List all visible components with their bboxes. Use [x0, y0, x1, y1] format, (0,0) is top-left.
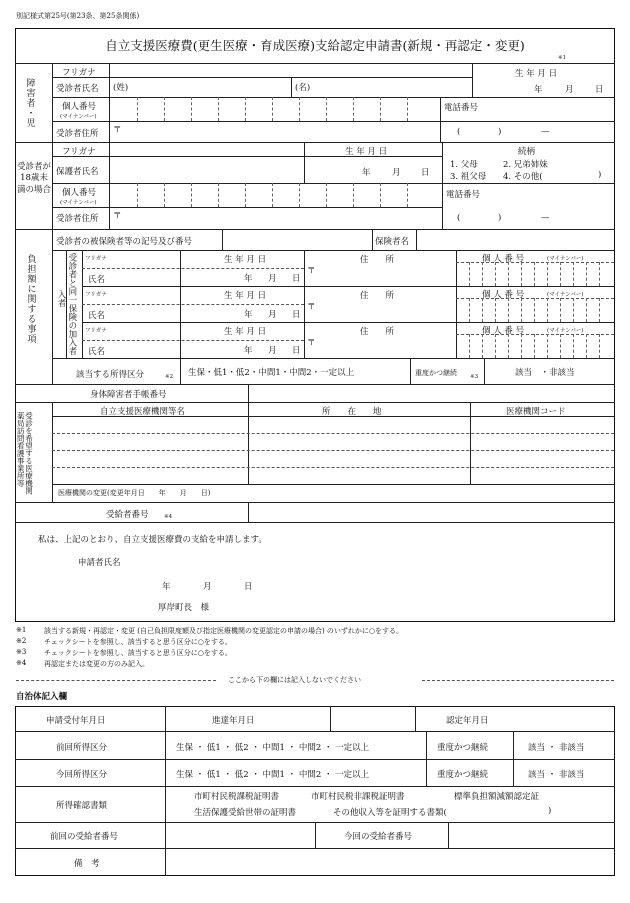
note-2-text: チェックシートを参照し、該当すると思う区分に○をする。	[44, 638, 232, 646]
declaration-year[interactable]: 年	[162, 582, 171, 592]
note-3-mark: ※3	[16, 648, 27, 656]
declaration-day[interactable]: 日	[244, 582, 253, 592]
member1-birth-label: 生 年 月 日	[224, 255, 267, 265]
doc-other[interactable]: その他収入等を証明する書類(	[333, 808, 447, 818]
doc-taxed[interactable]: 市町村民税課税証明書	[194, 792, 280, 802]
applicant-label: 申請者氏名	[78, 558, 121, 568]
notebook-label: 身体障害者手帳番号	[90, 390, 167, 400]
burden-section-label: 負担額に関する事項	[25, 254, 36, 344]
patient-name-label: 受診者氏名	[56, 84, 99, 94]
member2-number-sub: (マイナンバー)	[547, 292, 584, 298]
guardian-birth-label: 生 年 月 日	[345, 147, 388, 157]
severe-options[interactable]: 該当 ・非該当	[515, 368, 575, 378]
guardian-phone-dash: —	[541, 213, 550, 223]
patient-given-field[interactable]: (名)	[295, 83, 311, 93]
guardian-address-label: 受診者住所	[56, 214, 99, 224]
patient-phone-label: 電話番号	[444, 103, 479, 113]
member3-name-label: 氏名	[88, 347, 106, 357]
note-2-mark: ※2	[16, 637, 27, 645]
guardian-relation-label: 続柄	[518, 147, 536, 157]
member2-birth-year[interactable]: 年	[244, 310, 253, 320]
member3-birth-month[interactable]: 月	[268, 346, 277, 356]
member3-postal[interactable]: 〒	[307, 338, 316, 348]
doc-reduction[interactable]: 標準負担額減額認定証	[454, 792, 540, 802]
insurer-label: 保険者名	[375, 237, 410, 247]
relation-opt-parent[interactable]: 1. 父母	[450, 160, 478, 170]
note-4-text: 再認定または変更の方のみ記入。	[44, 660, 149, 668]
inst-change-label: 医療機関の変更(変更年月日 年 月 日)	[58, 489, 211, 497]
patient-phone-open: (	[457, 127, 461, 137]
guardian-number-label: 個人番号	[62, 188, 97, 198]
relation-opt-grandparent[interactable]: 3. 祖父母	[450, 172, 487, 182]
insured-number-label: 受診者の被保険者等の記号及び番号	[56, 237, 193, 247]
note-1-mark: ※1	[16, 626, 27, 634]
guardian-phone-label: 電話番号	[446, 190, 481, 200]
income-options[interactable]: 生保・低1・低2・中間1・中間2・一定以上	[188, 368, 355, 378]
member1-birth-day[interactable]: 日	[292, 274, 301, 284]
same-insurance-label: 受診者と同一保険の加入者	[66, 253, 77, 355]
member3-birth-label: 生 年 月 日	[224, 327, 267, 337]
note-ref-2: ※2	[165, 374, 174, 380]
guardian-furigana-label: フリガナ	[62, 147, 96, 157]
member2-name-label: 氏名	[88, 311, 106, 321]
declaration-text: 私は、上記のとおり、自立支援医療費の支給を申請します。	[38, 535, 267, 545]
member2-number-label: 個 人 番 号	[482, 290, 525, 300]
note-ref-1: ※1	[558, 55, 567, 61]
patient-birth-year[interactable]: 年	[534, 85, 543, 95]
patient-surname-field[interactable]: (姓)	[113, 83, 129, 93]
curr-severe-options[interactable]: 該当 ・ 非該当	[528, 770, 585, 780]
member2-address-label: 住 所	[360, 291, 395, 301]
prev-severe-label: 重度かつ継続	[437, 743, 489, 753]
severe-label: 重度かつ継続	[415, 369, 457, 377]
member1-address-label: 住 所	[360, 255, 395, 265]
prev-income-options[interactable]: 生保 ・ 低1 ・ 低2 ・ 中間1 ・ 中間2 ・ 一定以上	[176, 743, 370, 753]
institution-section-label: 受診を希望する医療機関薬局訪問看護事業所等	[16, 412, 34, 495]
member3-number-label: 個 人 番 号	[482, 326, 525, 336]
note-ref-3: ※3	[470, 374, 479, 380]
member3-birth-year[interactable]: 年	[244, 346, 253, 356]
member1-name-label: 氏名	[88, 275, 106, 285]
patient-furigana-label: フリガナ	[62, 68, 96, 78]
guardian-birth-year[interactable]: 年	[362, 168, 371, 178]
member3-number-sub: (マイナンバー)	[547, 328, 584, 334]
curr-severe-label: 重度かつ継続	[437, 770, 489, 780]
member3-address-label: 住 所	[360, 327, 395, 337]
patient-number-label-text: 個人番号	[62, 102, 97, 112]
member2-birth-month[interactable]: 月	[268, 310, 277, 320]
patient-section-label: 障害者・児	[24, 78, 35, 128]
patient-number-sub: (マイナンバー)	[60, 114, 97, 120]
patient-birth-month[interactable]: 月	[565, 85, 574, 95]
form-title: 自立支援医療費(更生医療・育成医療)支給認定申請書(新規・再認定・変更)	[105, 38, 525, 53]
patient-address-label: 受診者住所	[56, 129, 99, 139]
patient-birth-day[interactable]: 日	[595, 85, 604, 95]
curr-income-label: 今回所得区分	[56, 770, 108, 780]
note-3-text: チェックシートを参照し、該当すると思う区分に○をする。	[44, 649, 232, 657]
income-label: 該当する所得区分	[76, 370, 145, 380]
prev-recipient-label: 前回の受給者番号	[50, 832, 119, 842]
received-label: 申請受付年月日	[46, 716, 106, 726]
form-id: 別記様式第25号(第23条、第25条関係)	[16, 12, 140, 20]
relation-opt-close: )	[598, 170, 602, 180]
forwarded-label: 進達年月日	[212, 716, 255, 726]
relation-opt-sibling[interactable]: 2. 兄弟姉妹	[503, 160, 548, 170]
member2-birth-day[interactable]: 日	[292, 310, 301, 320]
note-ref-4: ※4	[164, 514, 173, 520]
patient-postal-mark[interactable]: 〒	[113, 125, 122, 135]
member2-postal[interactable]: 〒	[307, 302, 316, 312]
doc-welfare[interactable]: 生活保護受給世帯の証明書	[194, 808, 297, 818]
guardian-number-sub: (マイナンバー)	[60, 200, 97, 206]
remarks-label: 備 考	[74, 859, 100, 869]
office-heading: 自治体記入欄	[16, 692, 68, 702]
member3-birth-day[interactable]: 日	[292, 346, 301, 356]
patient-birth-label: 生 年 月 日	[515, 69, 558, 79]
guardian-name-label: 保護者氏名	[56, 167, 99, 177]
patient-phone-dash: —	[541, 127, 550, 137]
member1-postal[interactable]: 〒	[307, 266, 316, 276]
guardian-birth-month[interactable]: 月	[392, 168, 401, 178]
relation-opt-other[interactable]: 4. その他(	[503, 172, 543, 182]
member1-birth-month[interactable]: 月	[268, 274, 277, 284]
member1-birth-year[interactable]: 年	[244, 274, 253, 284]
note-1-text: 該当する新規・再認定・変更 (自己負担限度額及び指定医療機関の変更認定の申請の場合) のいずれかに○をする。	[44, 627, 404, 635]
note-4-mark: ※4	[16, 659, 27, 667]
member3-furigana: フリガナ	[85, 328, 107, 334]
curr-recipient-label: 今回の受給者番号	[344, 832, 413, 842]
addressee: 厚岸町長 様	[158, 603, 210, 613]
prev-severe-options[interactable]: 該当 ・ 非該当	[528, 743, 585, 753]
guardian-phone-close: )	[498, 213, 502, 223]
separator-text: ここから下の欄には記入しないでください	[228, 676, 361, 684]
member2-furigana: フリガナ	[85, 292, 107, 298]
guardian-birth-day[interactable]: 日	[421, 168, 430, 178]
curr-income-options[interactable]: 生保 ・ 低1 ・ 低2 ・ 中間1 ・ 中間2 ・ 一定以上	[176, 770, 370, 780]
guardian-phone-open: (	[457, 213, 461, 223]
guardian-section-label: 受診者が18歳未満の場合	[17, 162, 52, 195]
member1-number-sub: (マイナンバー)	[547, 256, 584, 262]
doc-other-close: )	[548, 806, 552, 816]
guardian-postal-mark[interactable]: 〒	[113, 211, 122, 221]
inst-col-address: 所 在 地	[322, 407, 382, 417]
docs-label: 所得確認書類	[56, 801, 108, 811]
declaration-month[interactable]: 月	[203, 582, 212, 592]
member1-number-label: 個 人 番 号	[482, 254, 525, 264]
inst-col-name: 自立支援医療機関等名	[100, 407, 186, 417]
approved-label: 認定年月日	[446, 716, 489, 726]
prev-income-label: 前回所得区分	[56, 743, 108, 753]
recipient-label: 受給者番号	[106, 510, 149, 520]
inst-col-code: 医療機関コード	[506, 407, 566, 417]
patient-phone-close: )	[498, 127, 502, 137]
member1-furigana: フリガナ	[85, 256, 107, 262]
doc-nontaxed[interactable]: 市町村民税非課税証明書	[311, 792, 405, 802]
member2-birth-label: 生 年 月 日	[224, 291, 267, 301]
